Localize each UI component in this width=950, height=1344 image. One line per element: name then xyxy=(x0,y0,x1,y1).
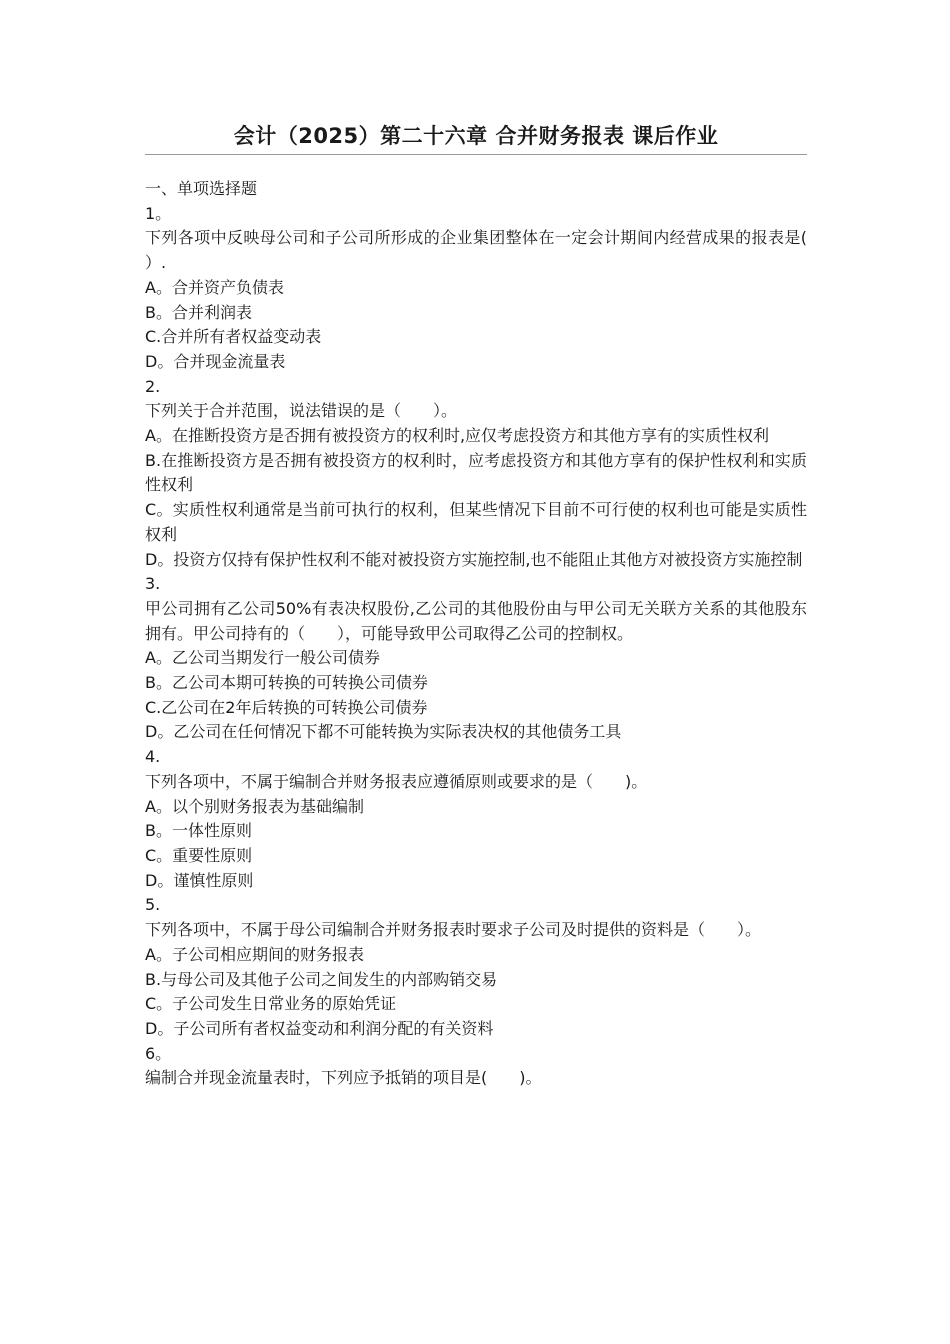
answer-option: B。合并利润表 xyxy=(145,302,252,322)
question-number: 1。 xyxy=(145,203,172,223)
question-text: 下列关于合并范围，说法错误的是（ ）。 xyxy=(145,401,458,421)
question-number: 4. xyxy=(145,747,161,767)
question-text: 编制合并现金流量表时，下列应予抵销的项目是( )。 xyxy=(145,1068,542,1088)
question-number: 3. xyxy=(145,574,161,594)
question-item xyxy=(145,745,807,893)
answer-option: C.合并所有者权益变动表 xyxy=(145,327,322,347)
answer-option: A。子公司相应期间的财务报表 xyxy=(145,944,364,964)
question-number: 2. xyxy=(145,376,161,396)
answer-option: D。谨慎性原则 xyxy=(145,870,254,890)
question-text: 下列各项中反映母公司和子公司所形成的企业集团整体在一定会计期间内经营成果的报表是( ）. xyxy=(145,228,840,273)
answer-option: B。乙公司本期可转换的可转换公司债券 xyxy=(145,673,428,693)
answer-option: B.与母公司及其他子公司之间发生的内部购销交易 xyxy=(145,969,498,989)
document-page xyxy=(145,118,840,1091)
question-text: 下列各项中，不属于编制合并财务报表应遵循原则或要求的是（ )。 xyxy=(145,771,648,791)
section-title: 一、单项选择题 xyxy=(145,179,258,198)
answer-option: D。投资方仅持有保护性权利不能对被投资方实施控制,也不能阻止其他方对被投资方实施控制 xyxy=(145,549,803,569)
answer-option: B。一体性原则 xyxy=(145,821,252,841)
document-title: 会计（2025）第二十六章 合并财务报表 课后作业 xyxy=(145,118,807,155)
question-number: 5. xyxy=(145,895,161,915)
answer-option: C。实质性权利通常是当前可执行的权利，但某些情况下目前不可行使的权利也可能是实质性权利 xyxy=(145,500,807,544)
answer-option: A。合并资产负债表 xyxy=(145,277,284,297)
question-text: 甲公司拥有乙公司50%有表决权股份,乙公司的其他股份由与甲公司无关联方关系的其他股东拥有。甲公司持有的（ ），可能导致甲公司取得乙公司的控制权。 xyxy=(145,598,807,643)
question-text: 下列各项中，不属于母公司编制合并财务报表时要求子公司及时提供的资料是（ ）。 xyxy=(145,920,762,940)
question-item xyxy=(145,375,807,573)
answer-option: B.在推断投资方是否拥有被投资方的权利时，应考虑投资方和其他方享有的保护性权利和实质性权利 xyxy=(145,450,807,495)
question-list xyxy=(145,202,840,1091)
question-number: 6。 xyxy=(145,1043,172,1063)
question-item xyxy=(145,893,807,1041)
answer-option: D。子公司所有者权益变动和利润分配的有关资料 xyxy=(145,1018,494,1038)
answer-option: A。以个别财务报表为基础编制 xyxy=(145,796,364,816)
answer-option: A。在推断投资方是否拥有被投资方的权利时,应仅考虑投资方和其他方享有的实质性权利 xyxy=(145,426,770,446)
answer-option: C。重要性原则 xyxy=(145,845,253,865)
question-item xyxy=(145,202,840,375)
answer-option: A。乙公司当期发行一般公司债券 xyxy=(145,648,380,668)
answer-option: C.乙公司在2年后转换的可转换公司债券 xyxy=(145,697,428,717)
answer-option: D。合并现金流量表 xyxy=(145,351,286,371)
question-item xyxy=(145,1042,807,1091)
answer-option: C。子公司发生日常业务的原始凭证 xyxy=(145,994,397,1014)
answer-option: D。乙公司在任何情况下都不可能转换为实际表决权的其他债务工具 xyxy=(145,722,622,742)
question-item xyxy=(145,572,807,745)
